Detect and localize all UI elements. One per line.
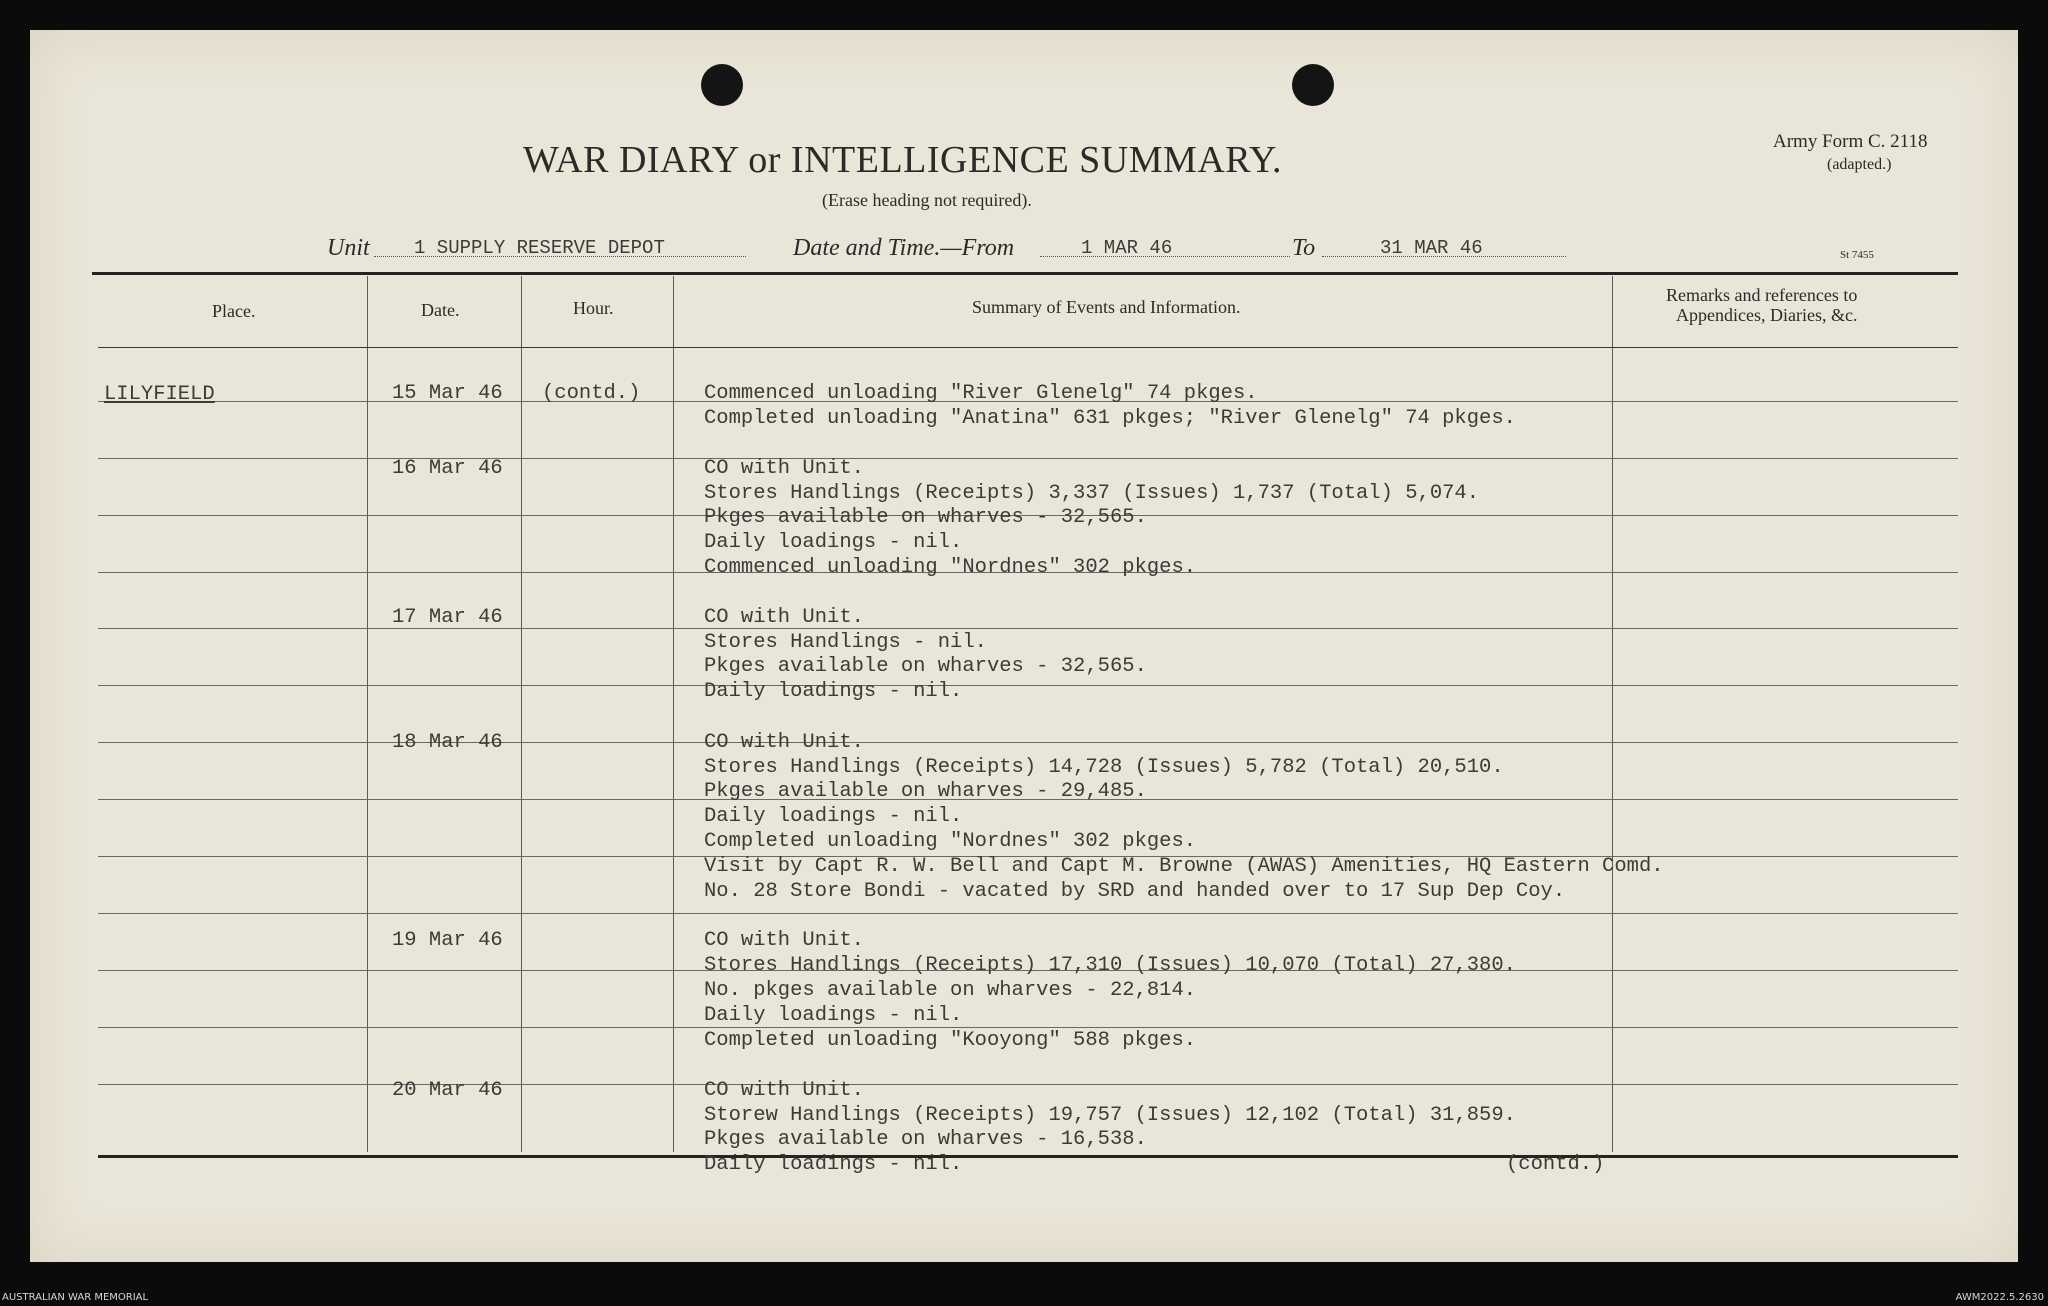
summary-line: CO with Unit. bbox=[704, 457, 864, 480]
column-divider bbox=[673, 276, 674, 1152]
column-heading-remarks: Remarks and references to bbox=[1666, 285, 1858, 305]
place-entry: LILYFIELD bbox=[104, 383, 215, 406]
ruled-line bbox=[98, 1027, 1958, 1028]
table-top-rule bbox=[92, 272, 1958, 275]
date-to-label: To bbox=[1292, 235, 1316, 261]
archive-reference: AWM2022.5.2630 bbox=[1955, 1292, 2044, 1303]
column-divider bbox=[367, 276, 368, 1152]
summary-line: Storew Handlings (Receipts) 19,757 (Issues) 12,102 (Total) 31,859. bbox=[704, 1104, 1516, 1127]
ruled-line bbox=[98, 628, 1958, 629]
page-subtitle: (Erase heading not required). bbox=[822, 190, 1032, 210]
archive-credit-strip bbox=[0, 1292, 2048, 1306]
page-title: WAR DIARY or INTELLIGENCE SUMMARY. bbox=[523, 139, 1283, 181]
ruled-line bbox=[98, 458, 1958, 459]
summary-line: Commenced unloading "River Glenelg" 74 pkges. bbox=[704, 382, 1258, 405]
unit-value: 1 SUPPLY RESERVE DEPOT bbox=[414, 237, 665, 259]
summary-line: CO with Unit. bbox=[704, 606, 864, 629]
ruled-line bbox=[98, 685, 1958, 686]
summary-line: CO with Unit. bbox=[704, 1079, 864, 1102]
summary-line: Completed unloading "Anatina" 631 pkges; "River Glenelg" 74 pkges. bbox=[704, 407, 1516, 430]
summary-line: Commenced unloading "Nordnes" 302 pkges. bbox=[704, 556, 1197, 579]
date-entry: 19 Mar 46 bbox=[392, 929, 503, 952]
summary-line: Daily loadings - nil. bbox=[704, 1004, 963, 1027]
summary-line: CO with Unit. bbox=[704, 929, 864, 952]
column-divider bbox=[521, 276, 522, 1152]
summary-line: Stores Handlings (Receipts) 17,310 (Issues) 10,070 (Total) 27,380. bbox=[704, 954, 1516, 977]
date-entry: 20 Mar 46 bbox=[392, 1079, 503, 1102]
table-bottom-rule bbox=[98, 1155, 1958, 1158]
summary-line: CO with Unit. bbox=[704, 731, 864, 754]
ruled-line bbox=[98, 913, 1958, 914]
summary-line: Visit by Capt R. W. Bell and Capt M. Browne (AWAS) Amenities, HQ Eastern Comd. bbox=[704, 855, 1664, 878]
summary-line: Daily loadings - nil. bbox=[704, 531, 963, 554]
summary-line: Pkges available on wharves - 32,565. bbox=[704, 506, 1147, 529]
summary-line: Stores Handlings (Receipts) 3,337 (Issues) 1,737 (Total) 5,074. bbox=[704, 482, 1480, 505]
print-code: St 7455 bbox=[1840, 249, 1874, 261]
form-note: (adapted.) bbox=[1827, 156, 1892, 173]
column-heading-hour: Hour. bbox=[573, 298, 614, 318]
summary-line: Stores Handlings - nil. bbox=[704, 631, 987, 654]
summary-line: Daily loadings - nil. bbox=[704, 1153, 963, 1176]
ruled-line bbox=[98, 742, 1958, 743]
date-entry: 17 Mar 46 bbox=[392, 606, 503, 629]
header-rule bbox=[98, 347, 1958, 348]
date-entry: 15 Mar 46 bbox=[392, 382, 503, 405]
date-to-value: 31 MAR 46 bbox=[1380, 237, 1483, 259]
column-heading-remarks: Appendices, Diaries, &c. bbox=[1676, 305, 1858, 325]
column-heading-place: Place. bbox=[212, 301, 256, 321]
summary-line: No. 28 Store Bondi - vacated by SRD and handed over to 17 Sup Dep Coy. bbox=[704, 880, 1566, 903]
summary-line: Pkges available on wharves - 16,538. bbox=[704, 1128, 1147, 1151]
date-from-label: Date and Time.—From bbox=[793, 235, 1015, 261]
punch-hole bbox=[1292, 64, 1334, 106]
unit-label: Unit bbox=[327, 235, 370, 261]
summary-line: No. pkges available on wharves - 22,814. bbox=[704, 979, 1197, 1002]
summary-line: Daily loadings - nil. bbox=[704, 680, 963, 703]
punch-hole bbox=[701, 64, 743, 106]
continued-note: (contd.) bbox=[1506, 1153, 1605, 1176]
form-number: Army Form C. 2118 bbox=[1773, 131, 1928, 152]
diary-page bbox=[30, 30, 2018, 1262]
archive-credit: AUSTRALIAN WAR MEMORIAL bbox=[2, 1292, 149, 1303]
summary-line: Completed unloading "Kooyong" 588 pkges. bbox=[704, 1029, 1197, 1052]
summary-line: Completed unloading "Nordnes" 302 pkges. bbox=[704, 830, 1197, 853]
summary-line: Pkges available on wharves - 32,565. bbox=[704, 655, 1147, 678]
date-entry: 16 Mar 46 bbox=[392, 457, 503, 480]
ruled-line bbox=[98, 1084, 1958, 1085]
column-heading-date: Date. bbox=[421, 300, 460, 320]
summary-line: Stores Handlings (Receipts) 14,728 (Issues) 5,782 (Total) 20,510. bbox=[704, 756, 1504, 779]
column-heading-summary: Summary of Events and Information. bbox=[972, 297, 1241, 317]
date-from-value: 1 MAR 46 bbox=[1081, 237, 1173, 259]
column-divider bbox=[1612, 276, 1613, 1152]
hour-entry: (contd.) bbox=[542, 382, 641, 405]
summary-line: Pkges available on wharves - 29,485. bbox=[704, 780, 1147, 803]
summary-line: Daily loadings - nil. bbox=[704, 805, 963, 828]
date-entry: 18 Mar 46 bbox=[392, 731, 503, 754]
